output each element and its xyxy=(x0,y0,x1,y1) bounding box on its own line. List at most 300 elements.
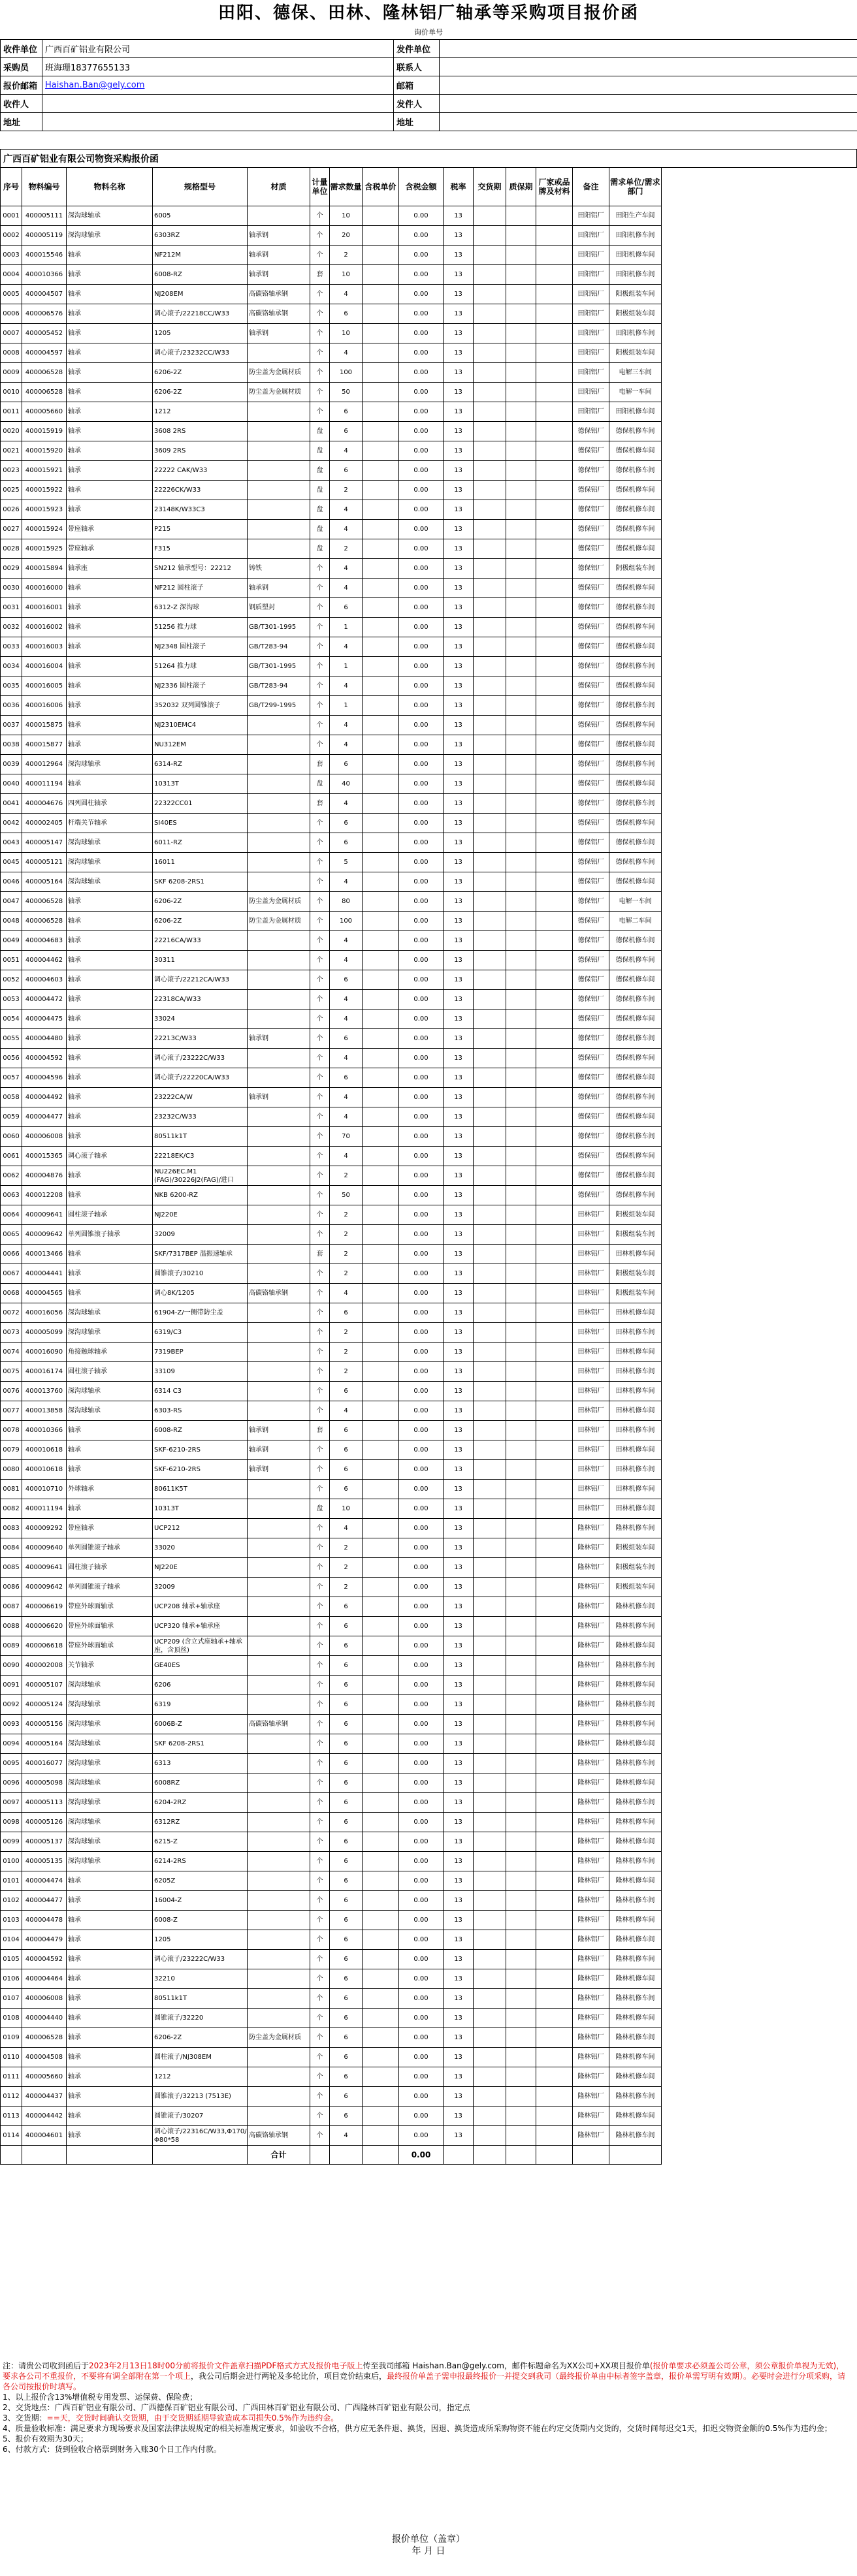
table-cell[interactable] xyxy=(363,1832,399,1852)
table-cell[interactable] xyxy=(536,2087,573,2107)
table-cell[interactable] xyxy=(363,1754,399,1773)
table-cell[interactable] xyxy=(506,1715,536,1734)
table-cell[interactable] xyxy=(363,1891,399,1911)
table-cell[interactable] xyxy=(536,1656,573,1676)
table-cell[interactable] xyxy=(474,1578,506,1597)
info-value[interactable]: 班海珊18377655133 xyxy=(42,58,394,76)
table-cell[interactable] xyxy=(506,461,536,481)
table-cell[interactable] xyxy=(536,2009,573,2028)
table-cell[interactable] xyxy=(363,1558,399,1578)
table-cell[interactable] xyxy=(474,1088,506,1107)
table-cell[interactable] xyxy=(474,579,506,598)
table-cell[interactable] xyxy=(506,1597,536,1617)
info-value[interactable] xyxy=(440,58,857,76)
info-value[interactable] xyxy=(42,95,394,113)
table-cell[interactable] xyxy=(474,1147,506,1166)
table-cell[interactable] xyxy=(536,1107,573,1127)
table-cell[interactable] xyxy=(506,1538,536,1558)
table-cell[interactable] xyxy=(536,559,573,579)
table-cell[interactable] xyxy=(536,1245,573,1264)
table-cell[interactable] xyxy=(474,1519,506,1538)
table-cell[interactable] xyxy=(363,1303,399,1323)
table-cell[interactable] xyxy=(506,559,536,579)
table-cell[interactable] xyxy=(363,794,399,814)
table-cell[interactable] xyxy=(363,1597,399,1617)
table-cell[interactable] xyxy=(363,539,399,559)
table-cell[interactable] xyxy=(363,2087,399,2107)
table-cell[interactable] xyxy=(363,1245,399,1264)
table-cell[interactable] xyxy=(506,383,536,402)
table-cell[interactable] xyxy=(506,2028,536,2048)
table-cell[interactable] xyxy=(474,1636,506,1656)
table-cell[interactable] xyxy=(506,1754,536,1773)
table-cell[interactable] xyxy=(474,343,506,363)
table-cell[interactable] xyxy=(363,618,399,637)
table-cell[interactable] xyxy=(474,676,506,696)
table-cell[interactable] xyxy=(506,324,536,343)
table-cell[interactable] xyxy=(536,1891,573,1911)
table-cell[interactable] xyxy=(363,520,399,539)
table-cell[interactable] xyxy=(506,520,536,539)
table-cell[interactable] xyxy=(363,461,399,481)
table-cell[interactable] xyxy=(536,696,573,716)
table-cell[interactable] xyxy=(506,2107,536,2126)
table-cell[interactable] xyxy=(506,2048,536,2067)
table-cell[interactable] xyxy=(474,1205,506,1225)
table-cell[interactable] xyxy=(506,1127,536,1147)
table-cell[interactable] xyxy=(536,951,573,970)
table-cell[interactable] xyxy=(506,539,536,559)
table-cell[interactable] xyxy=(474,363,506,383)
table-cell[interactable] xyxy=(474,931,506,951)
table-cell[interactable] xyxy=(506,716,536,735)
table-cell[interactable] xyxy=(363,1440,399,1460)
table-cell[interactable] xyxy=(536,481,573,500)
table-cell[interactable] xyxy=(474,1460,506,1480)
table-cell[interactable] xyxy=(536,441,573,461)
table-cell[interactable] xyxy=(506,1421,536,1440)
table-cell[interactable] xyxy=(363,1205,399,1225)
info-value[interactable] xyxy=(440,40,857,58)
table-cell[interactable] xyxy=(363,1010,399,1029)
table-cell[interactable] xyxy=(363,363,399,383)
table-cell[interactable] xyxy=(536,1147,573,1166)
table-cell[interactable] xyxy=(363,1734,399,1754)
table-cell[interactable] xyxy=(474,2107,506,2126)
table-cell[interactable] xyxy=(363,246,399,265)
table-cell[interactable] xyxy=(536,1676,573,1695)
table-cell[interactable] xyxy=(474,1950,506,1969)
table-cell[interactable] xyxy=(506,833,536,853)
table-cell[interactable] xyxy=(536,1362,573,1382)
table-cell[interactable] xyxy=(506,637,536,657)
table-cell[interactable] xyxy=(506,1950,536,1969)
table-cell[interactable] xyxy=(506,265,536,285)
table-cell[interactable] xyxy=(474,794,506,814)
table-cell[interactable] xyxy=(474,970,506,990)
table-cell[interactable] xyxy=(536,1695,573,1715)
table-cell[interactable] xyxy=(363,657,399,676)
table-cell[interactable] xyxy=(363,1930,399,1950)
table-cell[interactable] xyxy=(506,304,536,324)
table-cell[interactable] xyxy=(363,441,399,461)
table-cell[interactable] xyxy=(474,500,506,520)
table-cell[interactable] xyxy=(474,1813,506,1832)
table-cell[interactable] xyxy=(363,1499,399,1519)
table-cell[interactable] xyxy=(536,990,573,1010)
table-cell[interactable] xyxy=(474,1695,506,1715)
table-cell[interactable] xyxy=(363,1656,399,1676)
table-cell[interactable] xyxy=(536,1558,573,1578)
table-cell[interactable] xyxy=(474,1480,506,1499)
table-cell[interactable] xyxy=(363,2107,399,2126)
table-cell[interactable] xyxy=(474,1421,506,1440)
table-cell[interactable] xyxy=(536,1578,573,1597)
table-cell[interactable] xyxy=(363,1284,399,1303)
table-cell[interactable] xyxy=(536,363,573,383)
table-cell[interactable] xyxy=(536,304,573,324)
table-cell[interactable] xyxy=(506,1029,536,1049)
table-cell[interactable] xyxy=(536,1029,573,1049)
table-cell[interactable] xyxy=(474,716,506,735)
table-cell[interactable] xyxy=(536,1284,573,1303)
table-cell[interactable] xyxy=(474,1068,506,1088)
table-cell[interactable] xyxy=(506,892,536,912)
table-cell[interactable] xyxy=(536,1930,573,1950)
table-cell[interactable] xyxy=(474,2067,506,2087)
table-cell[interactable] xyxy=(474,1362,506,1382)
table-cell[interactable] xyxy=(363,1049,399,1068)
table-cell[interactable] xyxy=(506,872,536,892)
table-cell[interactable] xyxy=(536,618,573,637)
table-cell[interactable] xyxy=(536,1734,573,1754)
table-cell[interactable] xyxy=(363,1088,399,1107)
table-cell[interactable] xyxy=(536,1950,573,1969)
table-cell[interactable] xyxy=(506,598,536,618)
table-cell[interactable] xyxy=(506,1264,536,1284)
table-cell[interactable] xyxy=(474,1401,506,1421)
table-cell[interactable] xyxy=(363,2126,399,2146)
table-cell[interactable] xyxy=(506,1088,536,1107)
table-cell[interactable] xyxy=(363,1911,399,1930)
table-cell[interactable] xyxy=(474,1715,506,1734)
table-cell[interactable] xyxy=(536,383,573,402)
table-cell[interactable] xyxy=(363,1107,399,1127)
table-cell[interactable] xyxy=(506,1656,536,1676)
table-cell[interactable] xyxy=(506,1911,536,1930)
info-value[interactable] xyxy=(42,113,394,131)
table-cell[interactable] xyxy=(506,1558,536,1578)
table-cell[interactable] xyxy=(506,970,536,990)
table-cell[interactable] xyxy=(363,1127,399,1147)
table-cell[interactable] xyxy=(536,206,573,226)
table-cell[interactable] xyxy=(474,1617,506,1636)
table-cell[interactable] xyxy=(536,1382,573,1401)
table-cell[interactable] xyxy=(536,1010,573,1029)
table-cell[interactable] xyxy=(506,696,536,716)
table-cell[interactable] xyxy=(363,2048,399,2067)
table-cell[interactable] xyxy=(474,285,506,304)
table-cell[interactable] xyxy=(474,1989,506,2009)
table-cell[interactable] xyxy=(536,285,573,304)
table-cell[interactable] xyxy=(363,1323,399,1343)
table-cell[interactable] xyxy=(536,853,573,872)
table-cell[interactable] xyxy=(506,422,536,441)
table-cell[interactable] xyxy=(363,1578,399,1597)
table-cell[interactable] xyxy=(474,1773,506,1793)
table-cell[interactable] xyxy=(536,735,573,755)
table-cell[interactable] xyxy=(506,1323,536,1343)
table-cell[interactable] xyxy=(506,1401,536,1421)
table-cell[interactable] xyxy=(363,872,399,892)
table-cell[interactable] xyxy=(536,539,573,559)
table-cell[interactable] xyxy=(474,246,506,265)
table-cell[interactable] xyxy=(506,1832,536,1852)
table-cell[interactable] xyxy=(363,774,399,794)
table-cell[interactable] xyxy=(536,1793,573,1813)
table-cell[interactable] xyxy=(474,1499,506,1519)
table-cell[interactable] xyxy=(536,265,573,285)
table-cell[interactable] xyxy=(506,246,536,265)
table-cell[interactable] xyxy=(506,1166,536,1186)
table-cell[interactable] xyxy=(536,1538,573,1558)
table-cell[interactable] xyxy=(536,1205,573,1225)
table-cell[interactable] xyxy=(474,383,506,402)
table-cell[interactable] xyxy=(506,853,536,872)
table-cell[interactable] xyxy=(506,814,536,833)
table-cell[interactable] xyxy=(363,265,399,285)
table-cell[interactable] xyxy=(506,1930,536,1950)
table-cell[interactable] xyxy=(474,2126,506,2146)
table-cell[interactable] xyxy=(536,1068,573,1088)
table-cell[interactable] xyxy=(363,1636,399,1656)
table-cell[interactable] xyxy=(363,735,399,755)
table-cell[interactable] xyxy=(474,1245,506,1264)
table-cell[interactable] xyxy=(474,1343,506,1362)
table-cell[interactable] xyxy=(536,1832,573,1852)
table-cell[interactable] xyxy=(363,1793,399,1813)
table-cell[interactable] xyxy=(536,1969,573,1989)
table-cell[interactable] xyxy=(474,2048,506,2067)
table-cell[interactable] xyxy=(506,1617,536,1636)
table-cell[interactable] xyxy=(363,853,399,872)
table-cell[interactable] xyxy=(474,1911,506,1930)
table-cell[interactable] xyxy=(363,1401,399,1421)
table-cell[interactable] xyxy=(536,2107,573,2126)
table-cell[interactable] xyxy=(363,1871,399,1891)
table-cell[interactable] xyxy=(363,1695,399,1715)
table-cell[interactable] xyxy=(474,324,506,343)
table-cell[interactable] xyxy=(474,892,506,912)
table-cell[interactable] xyxy=(474,2009,506,2028)
table-cell[interactable] xyxy=(536,461,573,481)
table-cell[interactable] xyxy=(474,559,506,579)
table-cell[interactable] xyxy=(506,2009,536,2028)
table-cell[interactable] xyxy=(506,755,536,774)
table-cell[interactable] xyxy=(363,324,399,343)
table-cell[interactable] xyxy=(506,1578,536,1597)
table-cell[interactable] xyxy=(363,422,399,441)
table-cell[interactable] xyxy=(474,1049,506,1068)
table-cell[interactable] xyxy=(506,1871,536,1891)
table-cell[interactable] xyxy=(536,1303,573,1323)
table-cell[interactable] xyxy=(506,402,536,422)
table-cell[interactable] xyxy=(474,1891,506,1911)
table-cell[interactable] xyxy=(506,1362,536,1382)
table-cell[interactable] xyxy=(363,1343,399,1362)
table-cell[interactable] xyxy=(474,990,506,1010)
table-cell[interactable] xyxy=(363,1852,399,1871)
table-cell[interactable] xyxy=(506,343,536,363)
table-cell[interactable] xyxy=(363,1617,399,1636)
table-cell[interactable] xyxy=(474,402,506,422)
table-cell[interactable] xyxy=(506,1010,536,1029)
table-cell[interactable] xyxy=(363,1147,399,1166)
table-cell[interactable] xyxy=(536,1166,573,1186)
table-cell[interactable] xyxy=(474,1930,506,1950)
table-cell[interactable] xyxy=(474,206,506,226)
table-cell[interactable] xyxy=(474,1284,506,1303)
table-cell[interactable] xyxy=(474,2028,506,2048)
table-cell[interactable] xyxy=(506,1049,536,1068)
info-value[interactable] xyxy=(440,113,857,131)
table-cell[interactable] xyxy=(536,324,573,343)
table-cell[interactable] xyxy=(363,285,399,304)
table-cell[interactable] xyxy=(363,970,399,990)
table-cell[interactable] xyxy=(506,931,536,951)
table-cell[interactable] xyxy=(363,2009,399,2028)
table-cell[interactable] xyxy=(536,716,573,735)
table-cell[interactable] xyxy=(474,598,506,618)
table-cell[interactable] xyxy=(506,285,536,304)
table-cell[interactable] xyxy=(506,1636,536,1656)
table-cell[interactable] xyxy=(506,1480,536,1499)
table-cell[interactable] xyxy=(363,1480,399,1499)
table-cell[interactable] xyxy=(536,1989,573,2009)
table-cell[interactable] xyxy=(506,579,536,598)
table-cell[interactable] xyxy=(506,1499,536,1519)
table-cell[interactable] xyxy=(474,1382,506,1401)
table-cell[interactable] xyxy=(363,1715,399,1734)
table-cell[interactable] xyxy=(506,951,536,970)
table-cell[interactable] xyxy=(363,1166,399,1186)
table-cell[interactable] xyxy=(536,402,573,422)
table-cell[interactable] xyxy=(363,1225,399,1245)
table-cell[interactable] xyxy=(506,1989,536,2009)
table-cell[interactable] xyxy=(506,1284,536,1303)
table-cell[interactable] xyxy=(506,481,536,500)
table-cell[interactable] xyxy=(363,226,399,246)
table-cell[interactable] xyxy=(506,1147,536,1166)
table-cell[interactable] xyxy=(474,1538,506,1558)
table-cell[interactable] xyxy=(536,774,573,794)
table-cell[interactable] xyxy=(363,676,399,696)
table-cell[interactable] xyxy=(536,422,573,441)
table-cell[interactable] xyxy=(474,755,506,774)
table-cell[interactable] xyxy=(363,814,399,833)
table-cell[interactable] xyxy=(506,1205,536,1225)
table-cell[interactable] xyxy=(474,1186,506,1205)
table-cell[interactable] xyxy=(363,1421,399,1440)
table-cell[interactable] xyxy=(474,1029,506,1049)
table-cell[interactable] xyxy=(536,598,573,618)
table-cell[interactable] xyxy=(536,1264,573,1284)
table-cell[interactable] xyxy=(363,1068,399,1088)
table-cell[interactable] xyxy=(506,2087,536,2107)
table-cell[interactable] xyxy=(506,500,536,520)
table-cell[interactable] xyxy=(474,814,506,833)
table-cell[interactable] xyxy=(506,1852,536,1871)
table-cell[interactable] xyxy=(506,1245,536,1264)
table-cell[interactable] xyxy=(474,1754,506,1773)
table-cell[interactable] xyxy=(363,1989,399,2009)
table-cell[interactable] xyxy=(506,1793,536,1813)
table-cell[interactable] xyxy=(363,892,399,912)
table-cell[interactable] xyxy=(363,951,399,970)
table-cell[interactable] xyxy=(363,598,399,618)
info-value[interactable]: 广西百矿铝业有限公司 xyxy=(42,40,394,58)
table-cell[interactable] xyxy=(363,990,399,1010)
table-cell[interactable] xyxy=(536,1323,573,1343)
table-cell[interactable] xyxy=(536,1049,573,1068)
table-cell[interactable] xyxy=(506,1460,536,1480)
table-cell[interactable] xyxy=(536,1421,573,1440)
table-cell[interactable] xyxy=(474,1656,506,1676)
table-cell[interactable] xyxy=(474,1558,506,1578)
table-cell[interactable] xyxy=(474,735,506,755)
table-cell[interactable] xyxy=(536,931,573,951)
table-cell[interactable] xyxy=(474,1107,506,1127)
table-cell[interactable] xyxy=(536,637,573,657)
table-cell[interactable] xyxy=(506,1303,536,1323)
table-cell[interactable] xyxy=(363,755,399,774)
table-cell[interactable] xyxy=(536,1754,573,1773)
table-cell[interactable] xyxy=(506,735,536,755)
table-cell[interactable] xyxy=(474,1969,506,1989)
table-cell[interactable] xyxy=(363,343,399,363)
table-cell[interactable] xyxy=(536,226,573,246)
table-cell[interactable] xyxy=(536,1852,573,1871)
table-cell[interactable] xyxy=(474,696,506,716)
table-cell[interactable] xyxy=(474,1127,506,1147)
table-cell[interactable] xyxy=(474,1793,506,1813)
table-cell[interactable] xyxy=(536,1499,573,1519)
table-cell[interactable] xyxy=(536,1597,573,1617)
table-cell[interactable] xyxy=(506,676,536,696)
table-cell[interactable] xyxy=(536,872,573,892)
table-cell[interactable] xyxy=(506,1676,536,1695)
table-cell[interactable] xyxy=(363,833,399,853)
table-cell[interactable] xyxy=(506,794,536,814)
table-cell[interactable] xyxy=(506,206,536,226)
table-cell[interactable] xyxy=(363,2028,399,2048)
table-cell[interactable] xyxy=(363,1813,399,1832)
table-cell[interactable] xyxy=(536,912,573,931)
table-cell[interactable] xyxy=(506,1186,536,1205)
table-cell[interactable] xyxy=(506,1107,536,1127)
table-cell[interactable] xyxy=(506,774,536,794)
table-cell[interactable] xyxy=(536,2067,573,2087)
table-cell[interactable] xyxy=(506,441,536,461)
table-cell[interactable] xyxy=(474,1010,506,1029)
table-cell[interactable] xyxy=(363,206,399,226)
table-cell[interactable] xyxy=(474,520,506,539)
table-cell[interactable] xyxy=(474,1676,506,1695)
table-cell[interactable] xyxy=(536,1813,573,1832)
table-cell[interactable] xyxy=(363,481,399,500)
table-cell[interactable] xyxy=(363,304,399,324)
table-cell[interactable] xyxy=(474,774,506,794)
